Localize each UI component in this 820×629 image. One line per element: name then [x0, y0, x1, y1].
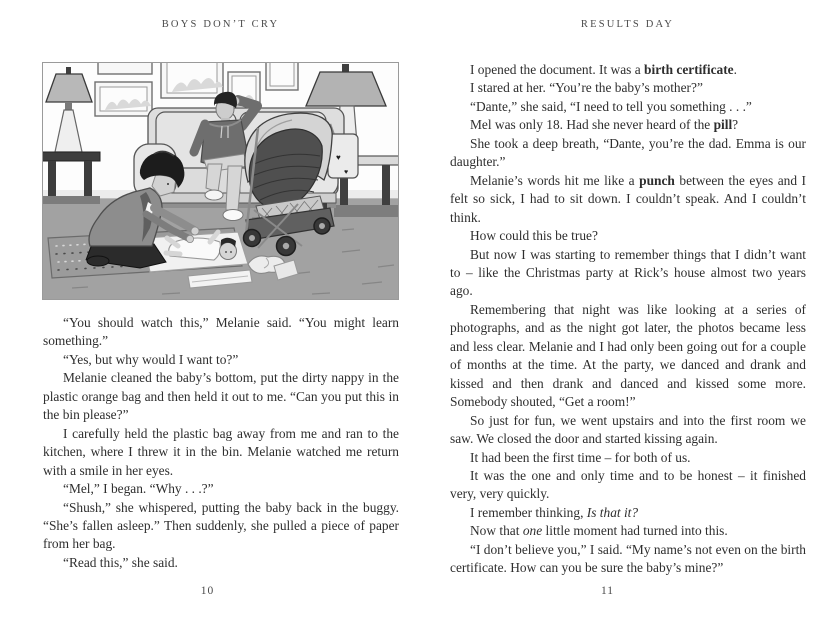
- paragraph: “Shush,” she whispered, putting the baby back in the buggy. “She’s fallen asleep.” Then suddenly, she pulled a piece of paper from her bag.: [43, 499, 399, 552]
- paragraph: I stared at her. “You’re the baby’s mother?”: [470, 80, 703, 96]
- running-head-left: BOYS DON’T CRY: [161, 19, 280, 30]
- paragraph: “Yes, but why would I want to?”: [63, 351, 239, 367]
- paragraph: It was the one and only time and to be honest – it finished very, very quickly.: [450, 467, 806, 502]
- paragraph: “I don’t believe you,” I said. “My name’s not even on the birth certificate. How can you be sure the baby’s mine?”: [450, 541, 806, 576]
- paragraph: I opened the document. It was a birth certificate.: [470, 62, 737, 77]
- paragraph: Melanie cleaned the baby’s bottom, put the dirty nappy in the plastic orange bag and then held it out to me. “Can you put this in the bin please?”: [43, 370, 399, 423]
- paragraph: How could this be true?: [470, 228, 598, 244]
- paragraph: “You should watch this,” Melanie said. “You might learn something.”: [43, 315, 399, 349]
- living-room-illustration: [42, 62, 399, 300]
- paragraph: I carefully held the plastic bag away from me and ran to the kitchen, where I threw it in the bin. Melanie watched me return with a smile in her eyes.: [43, 425, 399, 478]
- paragraph: “Mel,” I began. “Why . . .?”: [63, 481, 214, 497]
- paragraph: Remembering that night was like looking at a series of photographs, and as the night got later, the photos became less and less clear. Melanie and I had only been going out for a couple of months at the time. At the party, we danced and drank and kissed and then drank and danced and kissed some more. Somebody shouted, “Get a room!”: [450, 301, 806, 410]
- paragraph: Melanie’s words hit me like a punch between the eyes and I felt so sick, I had to sit down. I couldn’t speak. And I couldn’t think.: [450, 172, 807, 225]
- paragraph: But now I was starting to remember things that I didn’t want to – like the Christmas party at Rick’s house almost two years ago.: [450, 246, 806, 299]
- running-head-right: RESULTS DAY: [580, 19, 675, 30]
- left-page-text: [43, 314, 399, 572]
- paragraph: She took a deep breath, “Dante, you’re the dad. Emma is our daughter.”: [450, 135, 806, 170]
- paragraph: I remember thinking, Is that it?: [470, 504, 639, 520]
- paragraph: It had been the first time – for both of us.: [470, 449, 691, 465]
- paragraph: Now that one little moment had turned into this.: [470, 523, 728, 539]
- svg-text:♥: ♥: [344, 168, 349, 176]
- paragraph: “Dante,” she said, “I need to tell you something . . .”: [470, 98, 752, 114]
- paragraph: Mel was only 18. Had she never heard of the pill?: [470, 117, 739, 133]
- illustration: [42, 62, 399, 300]
- page-number-right: 11: [600, 585, 615, 597]
- paragraph: So just for fun, we went upstairs and into the first room we saw. We closed the door and started kissing again.: [450, 412, 806, 447]
- page-number-left: 10: [200, 585, 215, 597]
- paragraph: “Read this,” she said.: [63, 554, 178, 570]
- stroller-bag: [328, 134, 358, 178]
- svg-text:♥: ♥: [336, 153, 341, 162]
- right-page-text: [450, 61, 806, 578]
